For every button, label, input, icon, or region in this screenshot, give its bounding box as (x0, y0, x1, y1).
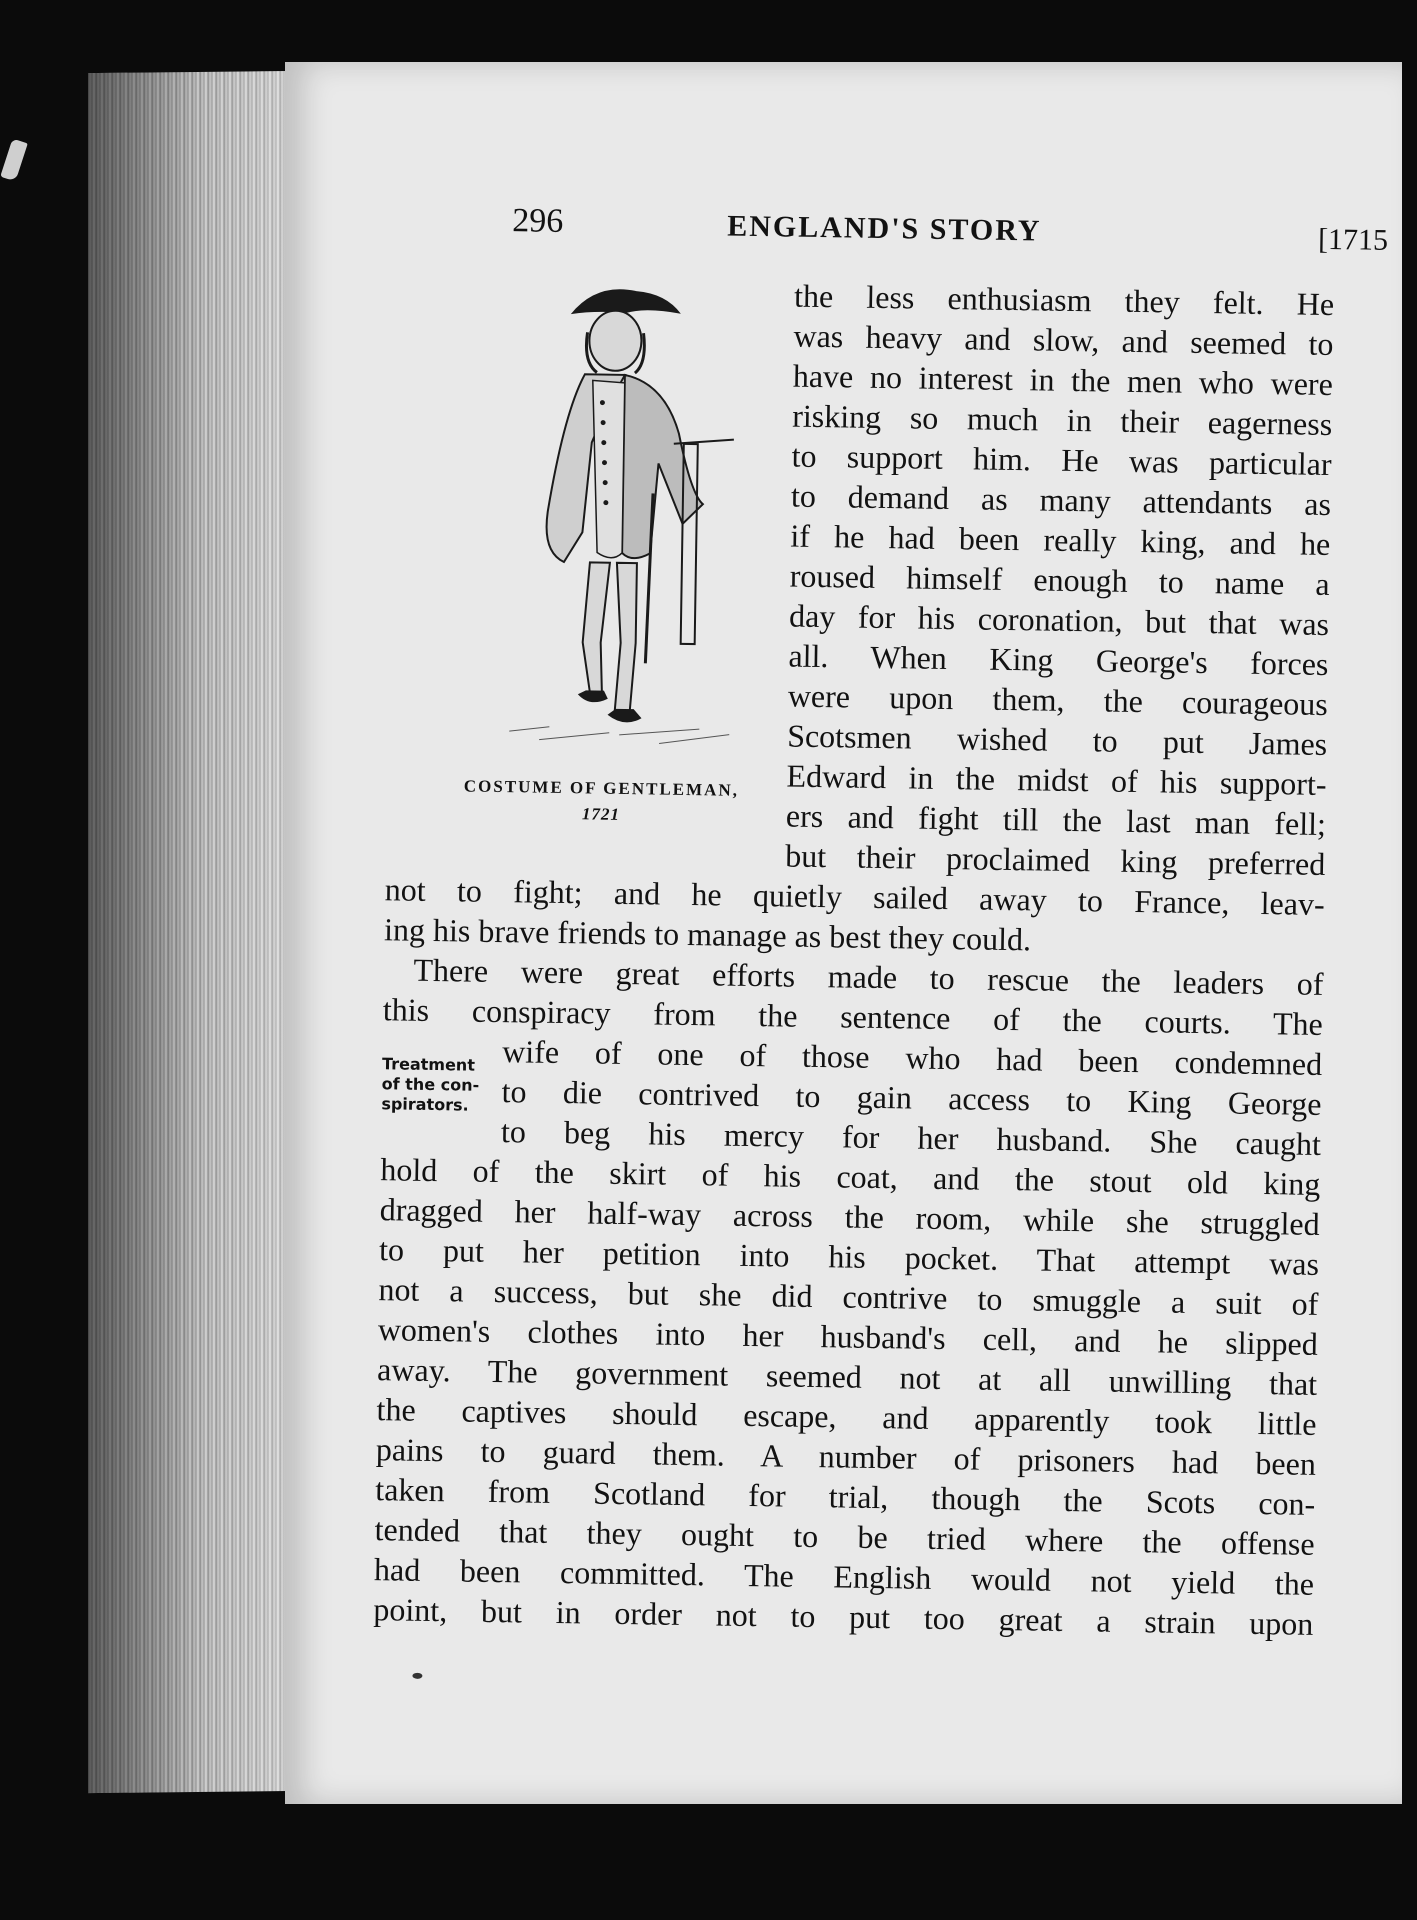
body-line: risking so much in their eagerness (791, 397, 1333, 443)
body-line: ing his brave friends to manage as best they could. (383, 911, 1032, 958)
book-page (285, 62, 1402, 1804)
body-line: tended that they ought to be tried where the offense (374, 1511, 1315, 1562)
caption-year: 1721 (581, 804, 621, 824)
body-line: taken from Scotland for trial, though the Scots con- (375, 1471, 1316, 1522)
gentleman-costume-illustration (469, 261, 777, 766)
body-line: hold of the skirt of his coat, and the stout old king (380, 1151, 1321, 1202)
body-line: the less enthusiasm they felt. He (793, 277, 1335, 323)
running-title: ENGLAND'S STORY (726, 209, 1042, 248)
background-fragment (0, 139, 28, 182)
body-line: to die contrived to gain access to King George (501, 1073, 1322, 1122)
year-mark: [1715 (1317, 222, 1389, 257)
body-line: this conspiracy from the sentence of the courts. The (382, 991, 1324, 1042)
margin-note-line: spirators. (381, 1094, 469, 1115)
margin-note (381, 1054, 502, 1116)
body-line: Scotsmen wished to put James (786, 717, 1328, 763)
body-line: if he had been really king, and he (790, 517, 1331, 563)
body-line: to support him. He was particular (791, 437, 1332, 483)
page-header (512, 202, 1403, 266)
body-line: day for his coronation, but that was (788, 597, 1330, 643)
body-line: roused himself enough to name a (789, 557, 1330, 603)
margin-note-line: Treatment (381, 1054, 476, 1075)
body-line: but their proclaimed king preferred (785, 837, 1326, 882)
margin-note-line: of the con- (381, 1074, 480, 1095)
page-number: 296 (511, 202, 564, 240)
ink-speck (412, 1673, 422, 1679)
body-line: not to fight; and he quietly sailed away to France, leav- (384, 871, 1325, 922)
body-line: to demand as many attendants as (790, 477, 1332, 523)
body-line: had been committed. The English would not yield the (373, 1551, 1315, 1602)
body-line: not a success, but she did contrive to smuggle a suit of (378, 1271, 1319, 1322)
body-line: dragged her half-way across the room, while she struggled (379, 1191, 1320, 1242)
body-line: to put her petition into his pocket. That attempt was (378, 1231, 1320, 1282)
body-line: There were great efforts made to rescue the leaders of (413, 951, 1324, 1002)
illustration-caption (451, 773, 752, 830)
body-line: were upon them, the courageous (787, 677, 1329, 723)
body-line: pains to guard them. A number of prisoners had been (375, 1431, 1317, 1482)
body-line: have no interest in the men who were (792, 357, 1334, 403)
body-line: all. When King George's forces (788, 637, 1329, 683)
body-line: the captives should escape, and apparently took little (376, 1391, 1317, 1442)
body-line: wife of one of those who had been condemned (501, 1033, 1323, 1082)
body-line: to beg his mercy for her husband. She caught (500, 1113, 1322, 1162)
page-content (261, 53, 1405, 1812)
body-line: away. The government seemed not at all unwilling that (376, 1351, 1318, 1402)
body-line: was heavy and slow, and seemed to (793, 317, 1334, 363)
caption-title: COSTUME OF GENTLEMAN, (463, 776, 740, 800)
body-line: women's clothes into her husband's cell, and he slipped (377, 1311, 1319, 1362)
body-line: ers and fight till the last man fell; (785, 797, 1327, 842)
body-line: point, but in order not to put too great a strain upon (373, 1591, 1314, 1642)
body-line: Edward in the midst of his support- (786, 757, 1327, 803)
